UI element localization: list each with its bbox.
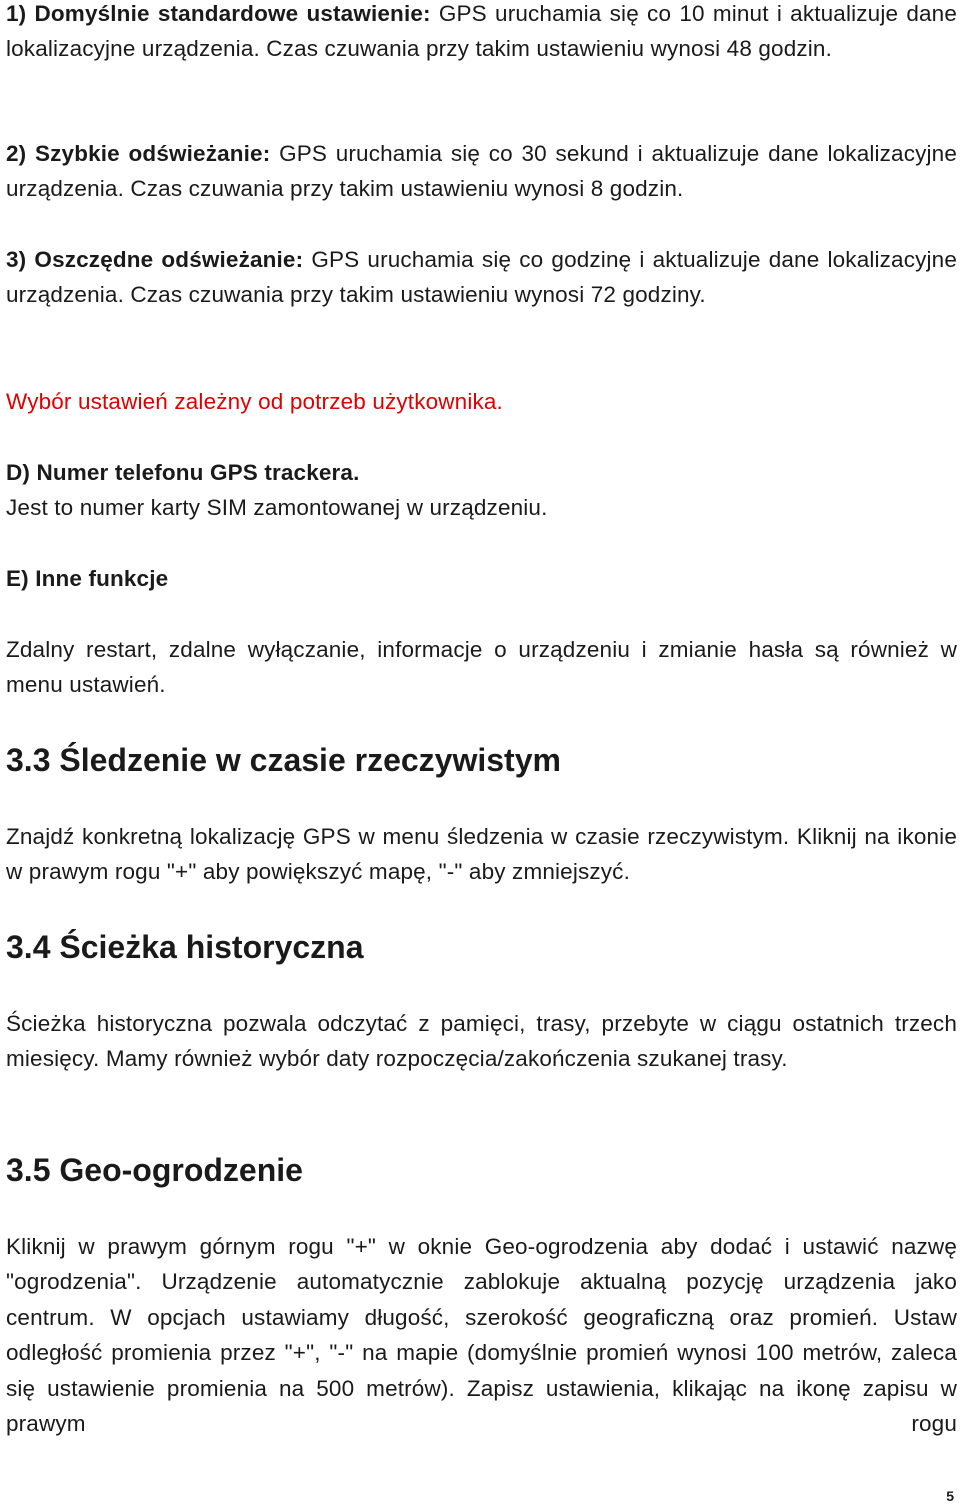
page-number: 5: [946, 1488, 954, 1504]
section-3-4-heading: 3.4 Ścieżka historyczna: [6, 929, 364, 965]
setting-item-3: [6, 242, 957, 313]
section-e-text: Zdalny restart, zdalne wyłączanie, informacje o urządzeniu i zmianie hasła są również w menu ustawień.: [6, 637, 957, 698]
section-3-5-text: Kliknij w prawym górnym rogu "+" w oknie Geo-ogrodzenia aby dodać i ustawić nazwę "ogrodzenia". Urządzenie automatycznie zablokuje aktualną pozycję urządzenia jako centrum. W opcjach ustawiamy długość, szerokość geograficzną oraz promień. Ustaw odległość promienia przez "+", "-" na mapie (domyślnie promień wynosi 100 metrów, zaleca się ustawienie promienia na 500 metrów). Zapisz ustawienia, klikając na ikonę zapisu w prawym rogu: [6, 1234, 957, 1437]
section-3-3-heading: 3.3 Śledzenie w czasie rzeczywistym: [6, 742, 561, 778]
setting-item-2-lead: 2) Szybkie odświeżanie:: [6, 141, 271, 166]
section-e-title: E) Inne funkcje: [6, 566, 169, 591]
section-3-5-heading: 3.5 Geo-ogrodzenie: [6, 1152, 303, 1188]
setting-item-1-lead: 1) Domyślnie standardowe ustawienie:: [6, 1, 431, 26]
section-3-3-text: Znajdź konkretną lokalizację GPS w menu śledzenia w czasie rzeczywistym. Kliknij na ikonie w prawym rogu "+" aby powiększyć mapę, "-" aby zmniejszyć.: [6, 824, 957, 885]
setting-item-3-text: GPS uruchamia się co godzinę i aktualizuje dane lokalizacyjne urządzenia. Czas czuwania przy takim ustawieniu wynosi 72 godziny.: [6, 247, 957, 308]
setting-item-2: [6, 136, 957, 207]
settings-note: Wybór ustawień zależny od potrzeb użytkownika.: [6, 389, 503, 414]
section-3-4-text: Ścieżka historyczna pozwala odczytać z pamięci, trasy, przebyte w ciągu ostatnich trzech miesięcy. Mamy również wybór daty rozpoczęcia/zakończenia szukanej trasy.: [6, 1011, 957, 1072]
section-d-title: D) Numer telefonu GPS trackera.: [6, 460, 360, 485]
setting-item-3-lead: 3) Oszczędne odświeżanie:: [6, 247, 304, 272]
setting-item-1-text: GPS uruchamia się co 10 minut i aktualizuje dane lokalizacyjne urządzenia. Czas czuwania przy takim ustawieniu wynosi 48 godzin.: [6, 1, 957, 62]
section-d-text: Jest to numer karty SIM zamontowanej w urządzeniu.: [6, 495, 548, 520]
setting-item-2-text: GPS uruchamia się co 30 sekund i aktualizuje dane lokalizacyjne urządzenia. Czas czuwania przy takim ustawieniu wynosi 8 godzin.: [6, 141, 957, 202]
setting-item-1: [6, 0, 957, 67]
